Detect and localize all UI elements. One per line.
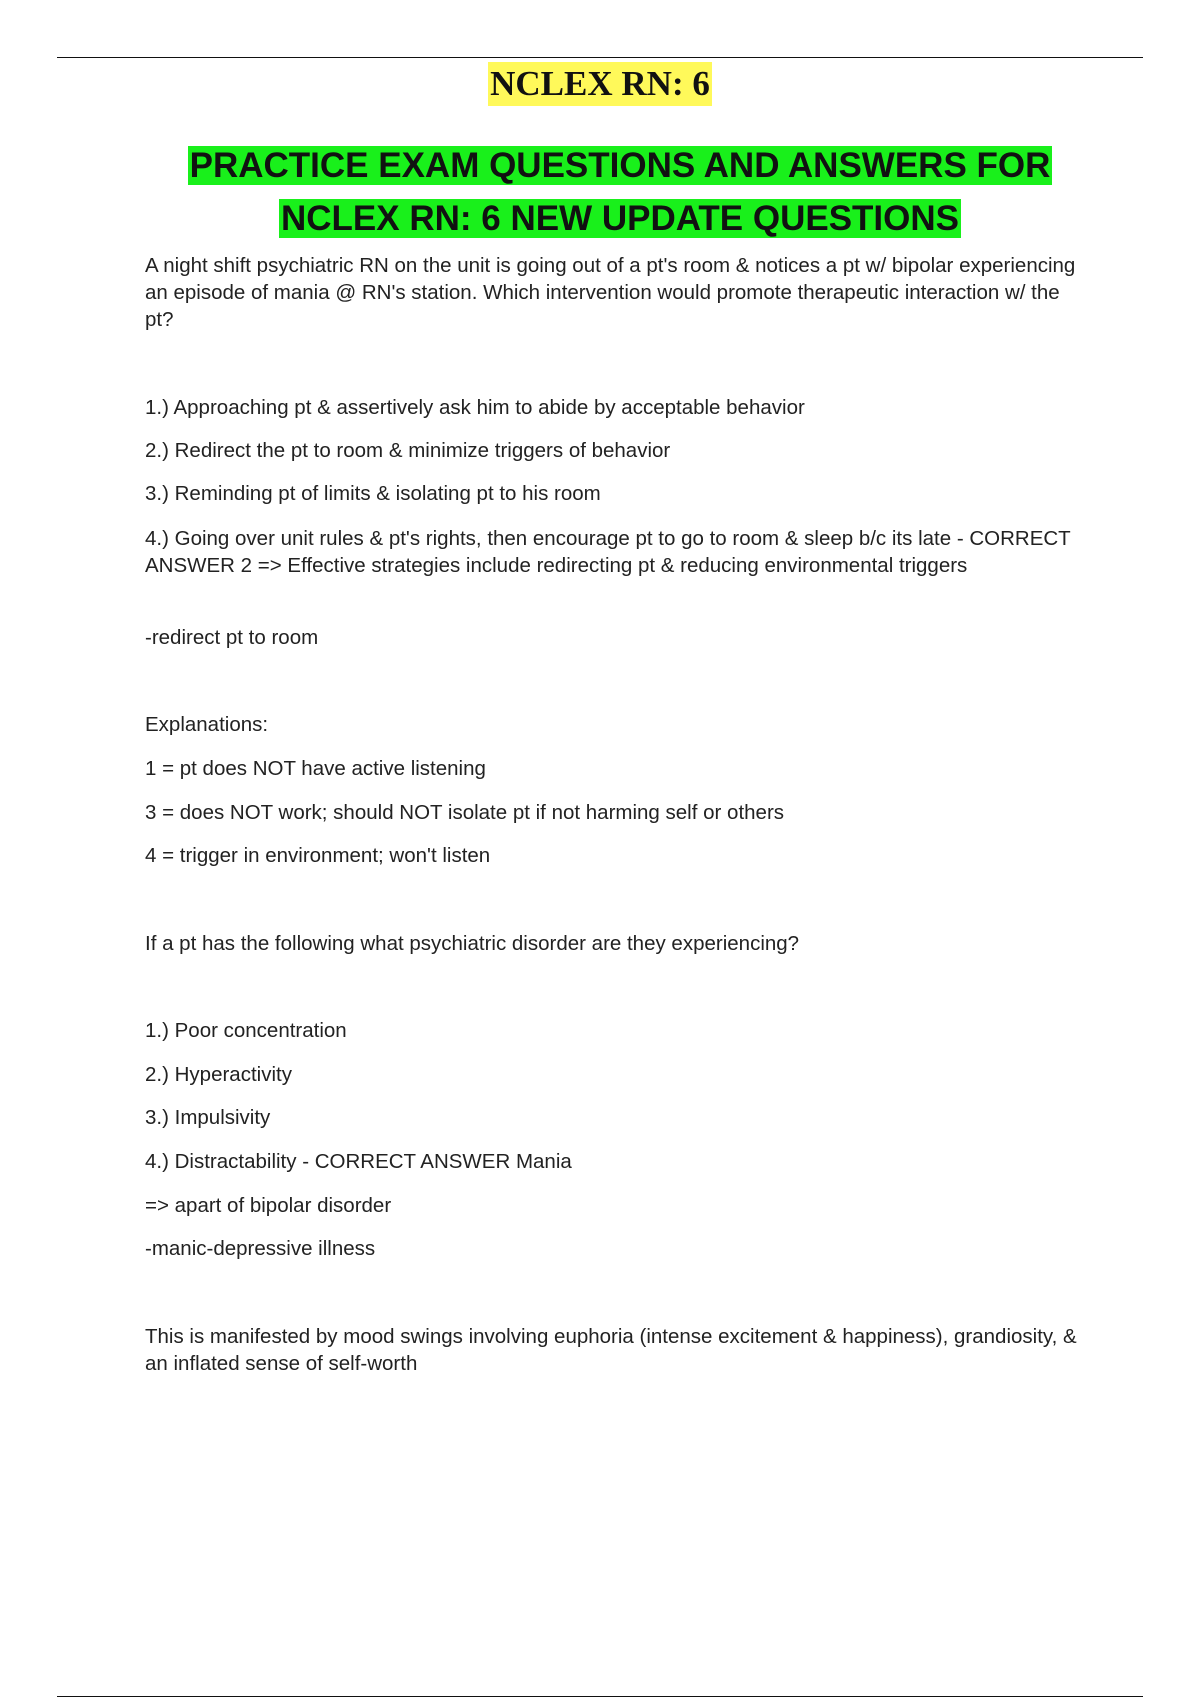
question-2-option-2: 2.) Hyperactivity (145, 1063, 292, 1086)
question-2-summary: This is manifested by mood swings involving euphoria (intense excitement & happiness), grandiosity, & an inflated sense of self-worth (145, 1325, 1077, 1375)
question-1-option-3: 3.) Reminding pt of limits & isolating pt to his room (145, 482, 601, 505)
explanation-item: 3 = does NOT work; should NOT isolate pt if not harming self or others (145, 801, 785, 824)
explanation-item: 4 = trigger in environment; won't listen (145, 844, 491, 867)
subtitle-block (0, 143, 1200, 249)
question-1-option-1: 1.) Approaching pt & assertively ask him to abide by acceptable behavior (145, 396, 805, 419)
subtitle-line-1: PRACTICE EXAM QUESTIONS AND ANSWERS FOR (189, 146, 1051, 185)
question-2-stem: If a pt has the following what psychiatric disorder are they experiencing? (145, 932, 800, 955)
question-1-option-4-answer: 4.) Going over unit rules & pt's rights, then encourage pt to go to room & sleep b/c its late - CORRECT ANSWER 2 => Effective strategies include redirecting pt & reducing environmental triggers (145, 527, 1071, 577)
question-2-note: -manic-depressive illness (145, 1237, 376, 1260)
explanations-heading: Explanations: (145, 713, 269, 736)
question-1-stem: A night shift psychiatric RN on the unit is going out of a pt's room & notices a pt w/ bipolar experiencing an episode of mania @ RN's station. Which intervention would promote therapeutic interaction w/ the pt? (145, 254, 1076, 331)
question-1-note: -redirect pt to room (145, 626, 319, 649)
explanation-item: 1 = pt does NOT have active listening (145, 757, 486, 780)
subtitle-line-2: NCLEX RN: 6 NEW UPDATE QUESTIONS (280, 199, 959, 238)
question-2-option-1: 1.) Poor concentration (145, 1019, 347, 1042)
question-2-note: => apart of bipolar disorder (145, 1194, 392, 1217)
title-block (0, 62, 1200, 106)
bottom-rule (57, 1696, 1143, 1697)
page-title: NCLEX RN: 6 (488, 62, 712, 106)
question-2-option-3: 3.) Impulsivity (145, 1106, 271, 1129)
question-2-option-4-answer: 4.) Distractability - CORRECT ANSWER Mania (145, 1150, 572, 1173)
question-1-option-2: 2.) Redirect the pt to room & minimize triggers of behavior (145, 439, 671, 462)
top-rule (57, 57, 1143, 58)
